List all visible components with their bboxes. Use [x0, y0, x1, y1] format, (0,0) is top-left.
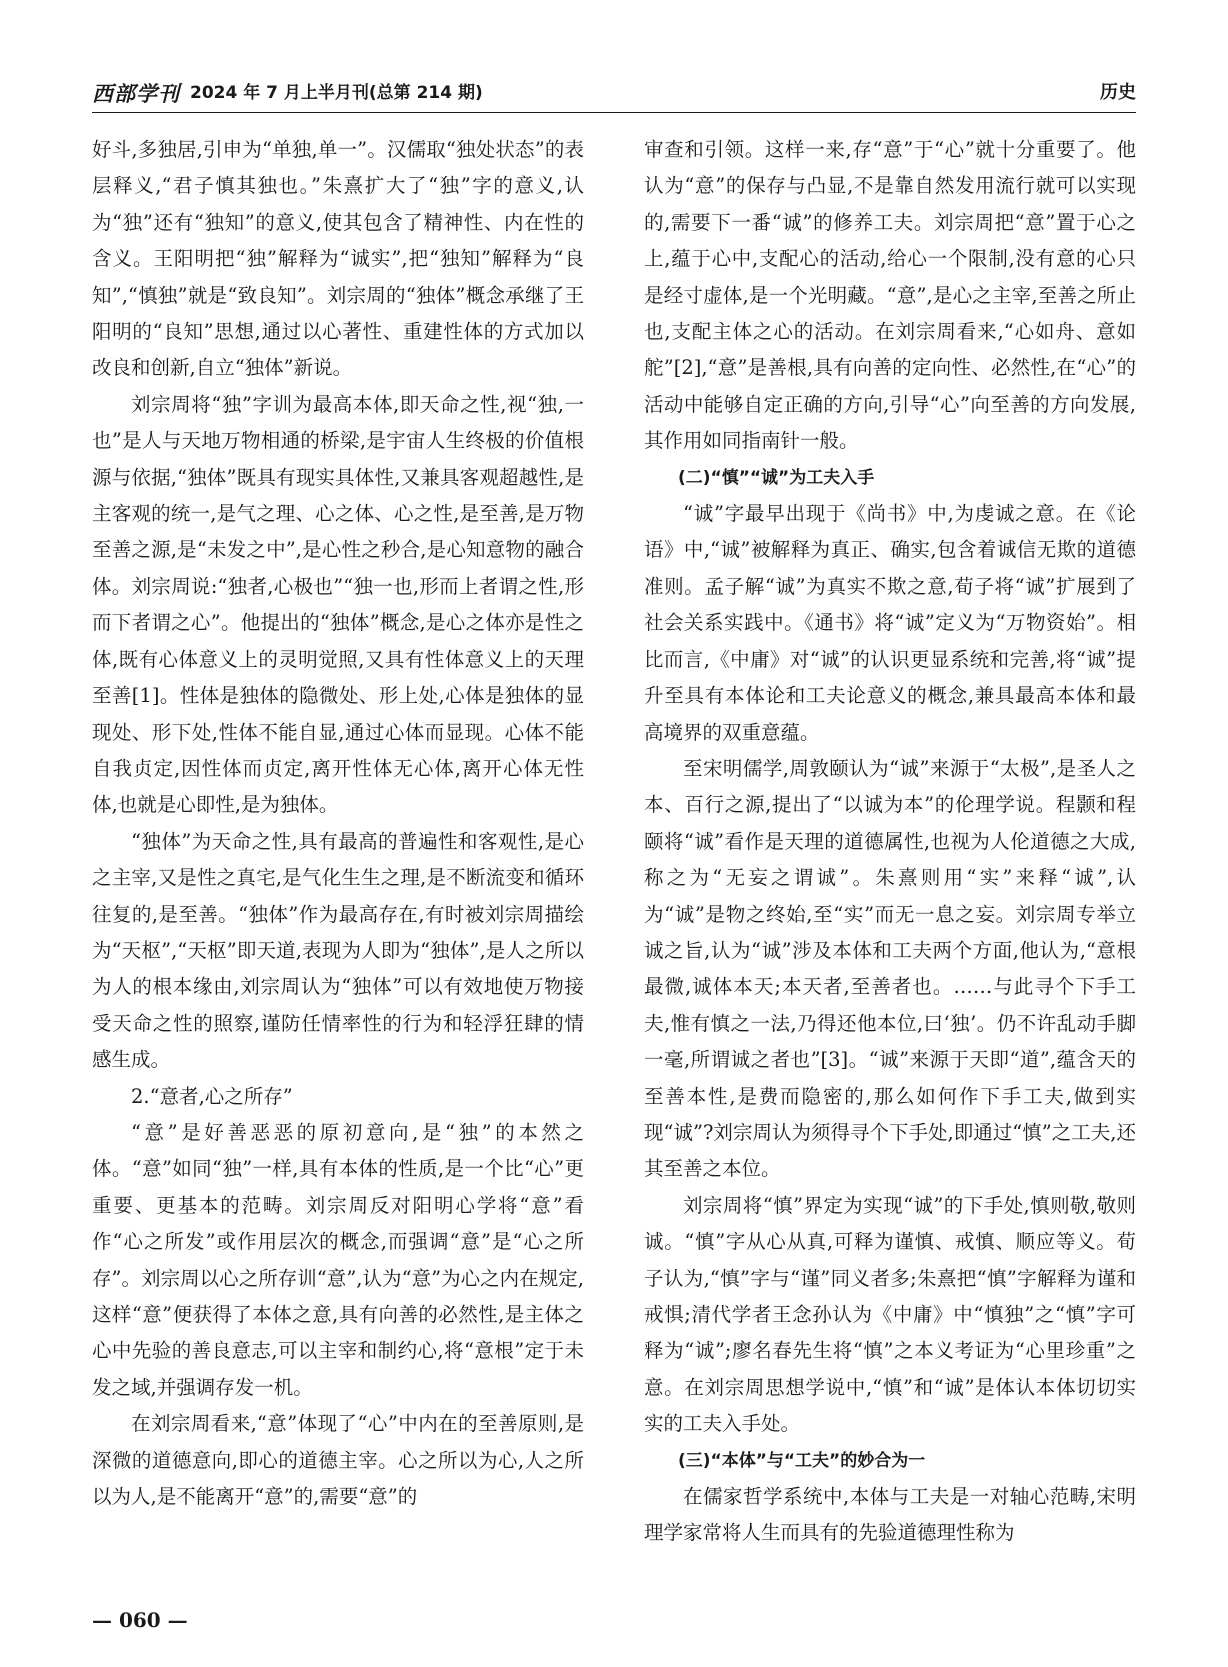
- paragraph: 在儒家哲学系统中,本体与工夫是一对轴心范畴,宋明理学家常将人生而具有的先验道德理性称为: [644, 1485, 1136, 1545]
- header-rule: [92, 112, 1136, 113]
- subsection-heading: 2.“意者,心之所存”: [131, 1084, 293, 1108]
- paragraph: “诚”字最早出现于《尚书》中,为虔诚之意。在《论语》中,“诚”被解释为真正、确实,包含着诚信无欺的道德准则。孟子解“诚”为真实不欺之意,荀子将“诚”扩展到了社会关系实践中。《通书》将“诚”定义为“万物资始”。相比而言,《中庸》对“诚”的认识更显系统和完善,将“诚”提升至具有本体论和工夫论意义的概念,兼具最高本体和最高境界的双重意蕴。: [644, 502, 1136, 744]
- paragraph: 审查和引领。这样一来,存“意”于“心”就十分重要了。他认为“意”的保存与凸显,不是靠自然发用流行就可以实现的,需要下一番“诚”的修养工夫。刘宗周把“意”置于心之上,蕴于心中,支配心的活动,给心一个限制,没有意的心只是经寸虚体,是一个光明藏。“意”,是心之主宰,至善之所止也,支配主体之心的活动。在刘宗周看来,“心如舟、意如舵”[2],“意”是善根,具有向善的定向性、必然性,在“心”的活动中能够自定正确的方向,引导“心”向至善的方向发展,其作用如同指南针一般。: [644, 138, 1136, 453]
- paragraph: 好斗,多独居,引申为“单独,单一”。汉儒取“独处状态”的表层释义,“君子慎其独也。”朱熹扩大了“独”字的意义,认为“独”还有“独知”的意义,使其包含了精神性、内在性的含义。王阳明把“独”解释为“诚实”,把“独知”解释为“良知”,“慎独”就是“致良知”。刘宗周的“独体”概念承继了王阳明的“良知”思想,通过以心著性、重建性体的方式加以改良和创新,自立“独体”新说。: [92, 138, 584, 380]
- paragraph: 刘宗周将“慎”界定为实现“诚”的下手处,慎则敬,敬则诚。“慎”字从心从真,可释为谨慎、戒慎、顺应等义。荀子认为,“慎”字与“谨”同义者多;朱熹把“慎”字解释为谨和戒惧;清代学者王念孙认为《中庸》中“慎独”之“慎”字可释为“诚”;廖名春先生将“慎”之本义考证为“心里珍重”之意。在刘宗周思想学说中,“慎”和“诚”是体认本体切切实实的工夫入手处。: [644, 1193, 1136, 1436]
- issue-info: 2024 年 7 月上半月刊(总第 214 期): [190, 83, 483, 103]
- paragraph: “意”是好善恶恶的原初意向,是“独”的本然之体。“意”如同“独”一样,具有本体的性质,是一个比“心”更重要、更基本的范畴。刘宗周反对阳明心学将“意”看作“心之所发”或作用层次的概念,而强调“意”是“心之所存”。刘宗周以心之所存训“意”,认为“意”为心之内在规定,这样“意”便获得了本体之意,具有向善的必然性,是主体之心中先验的善良意志,可以主宰和制约心,将“意根”定于未发之域,并强调存发一机。: [92, 1120, 584, 1399]
- right-column: [644, 132, 1136, 1552]
- paragraph: 至宋明儒学,周敦颐认为“诚”来源于“太极”,是圣人之本、百行之源,提出了“以诚为本”的伦理学说。程颢和程颐将“诚”看作是天理的道德属性,也视为人伦道德之大成,称之为“无妄之谓诚”。朱熹则用“实”来释“诚”,认为“诚”是物之终始,至“实”而无一息之妄。刘宗周专举立诚之旨,认为“诚”涉及本体和工夫两个方面,他认为,“意根最微,诚体本天;本天者,至善者也。……与此寻个下手工夫,惟有慎之一法,乃得还他本位,曰‘独’。仍不许乱动手脚一毫,所谓诚之者也”[3]。“诚”来源于天即“道”,蕴含天的至善本性,是费而隐密的,那么如何作下手工夫,做到实现“诚”?刘宗周认为须得寻个下手处,即通过“慎”之工夫,还其至善之本位。: [644, 756, 1136, 1181]
- section-heading: (二)“慎”“诚”为工夫入手: [678, 467, 875, 488]
- section-heading: (三)“本体”与“工夫”的妙合为一: [678, 1450, 926, 1471]
- section-name: 历史: [1100, 82, 1136, 103]
- paragraph: 在刘宗周看来,“意”体现了“心”中内在的至善原则,是深微的道德意向,即心的道德主宰。心之所以为心,人之所以为人,是不能离开“意”的,需要“意”的: [92, 1412, 584, 1509]
- running-header: [92, 78, 1136, 116]
- left-column: [92, 132, 584, 1515]
- journal-logo: 西部学刊: [92, 81, 180, 106]
- page-number: — 060 —: [92, 1608, 188, 1632]
- paragraph: 刘宗周将“独”字训为最高本体,即天命之性,视“独,一也”是人与天地万物相通的桥梁,是宇宙人生终极的价值根源与依据,“独体”既具有现实具体性,又兼具客观超越性,是主客观的统一,是气之理、心之体、心之性,是至善,是万物至善之源,是“未发之中”,是心性之秒合,是心知意物的融合体。刘宗周说:“独者,心极也”“独一也,形而上者谓之性,形而下者谓之心”。他提出的“独体”概念,是心之体亦是性之体,既有心体意义上的灵明觉照,又具有性体意义上的天理至善[1]。性体是独体的隐微处、形上处,心体是独体的显现处、形下处,性体不能自显,通过心体而显现。心体不能自我贞定,因性体而贞定,离开性体无心体,离开心体无性体,也就是心即性,是为独体。: [92, 392, 584, 817]
- paragraph: “独体”为天命之性,具有最高的普遍性和客观性,是心之主宰,又是性之真宅,是气化生生之理,是不断流变和循环往复的,是至善。“独体”作为最高存在,有时被刘宗周描绘为“天枢”,“天枢”即天道,表现为人即为“独体”,是人之所以为人的根本缘由,刘宗周认为“独体”可以有效地使万物接受天命之性的照察,谨防任情率性的行为和轻浮狂肆的情感生成。: [92, 829, 584, 1072]
